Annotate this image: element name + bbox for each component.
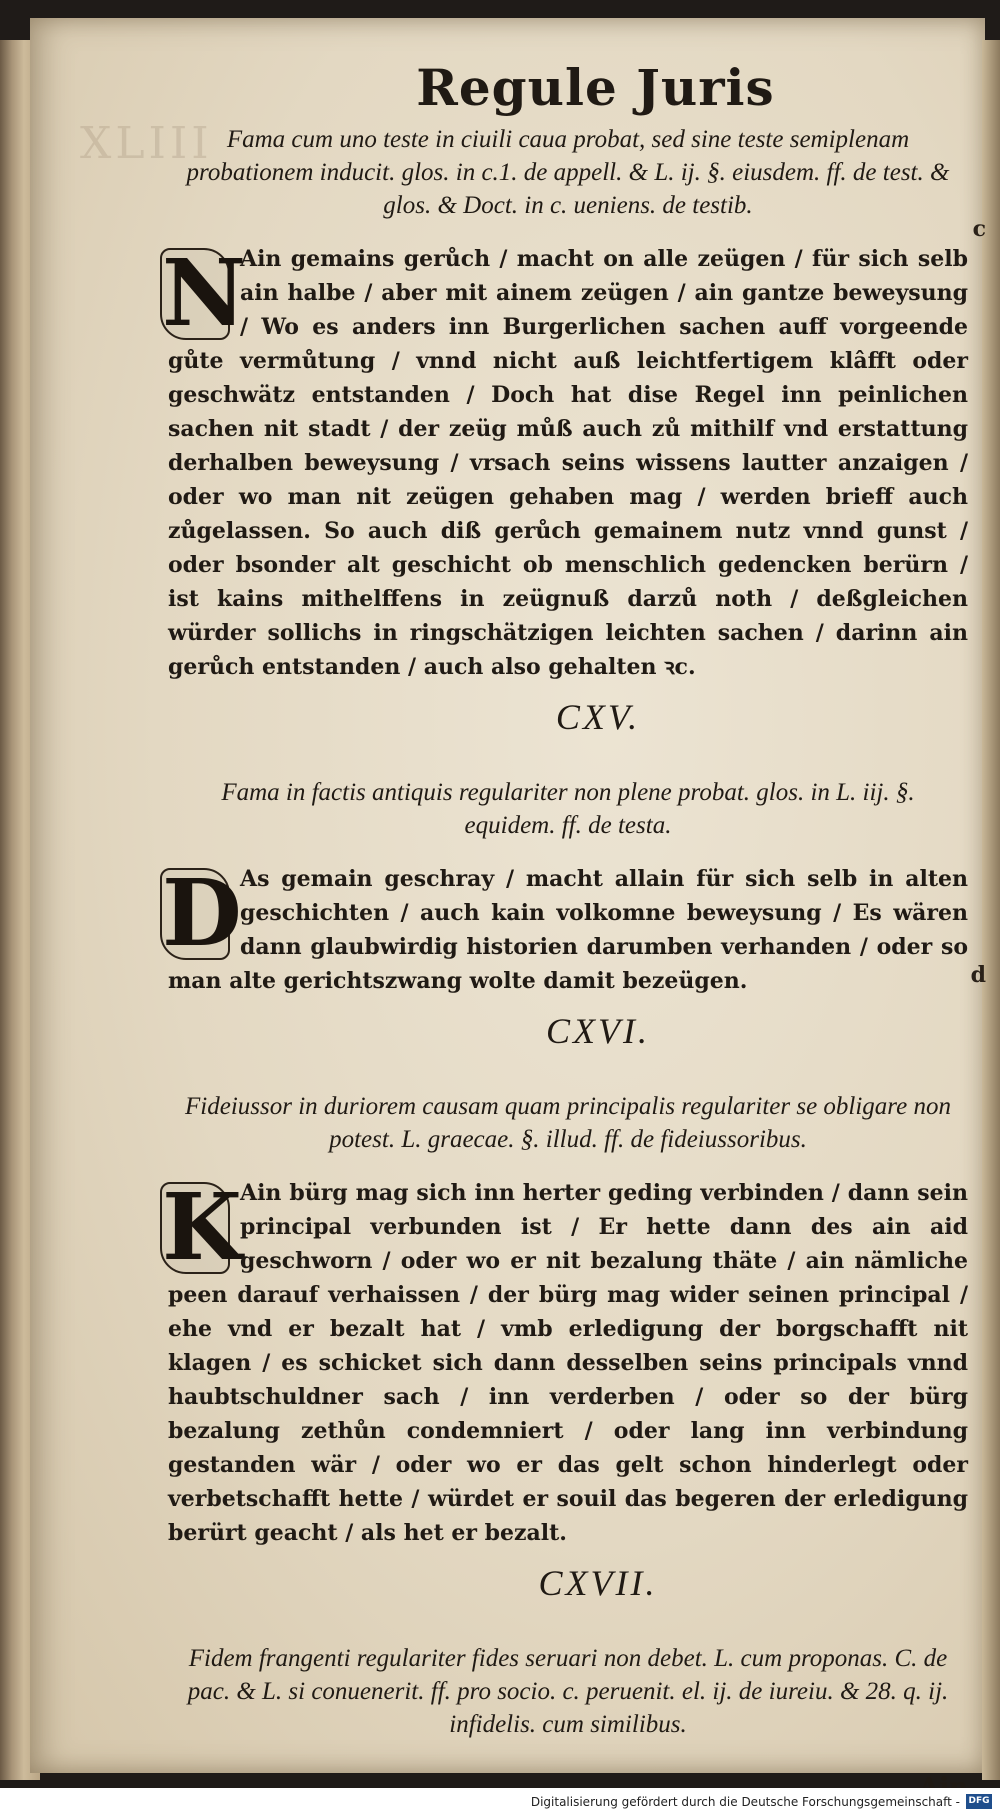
paragraph-text: Ain bürg mag sich inn herter geding verbinden / dann sein principal verbunden ist / Er hette dann des ain aid geschworn / oder wo er nit bezalung thäte / ain nämliche peen darauf verhaissen / der bürg mag wider seinen principal / ehe vnd er bezalt hat / vmb erledigung der borgschafft nit klagen / es schicket sich dann desselben seins principals vnnd haubtschuldner sach / inn verderben / oder so der bürg bezalung zethůn condemniert / oder lang inn verbindung gestanden wär / oder wo er das gelt schon hinderlegt oder verbetschafft hette / würdet er souil das begeren der erledigung berürt geacht / als het er bezalt.: [168, 1180, 968, 1546]
section-numeral: CXVII.: [538, 1563, 658, 1603]
footer-credit: Digitalisierung gefördert durch die Deutsche Forschungsgemeinschaft -: [530, 1795, 960, 1809]
paragraph-text: Ain gemains gerůch / macht on alle zeügen / für sich selb ain halbe / aber mit ainem zeügen / ain gantze beweysung / Wo es anders inn Burgerlichen sachen auff vorgeende gůte vermůtung / vnnd nicht auß leichtfertigem klâfft oder geschwätz entstanden / Doch hat dise Regel inn peinlichen sachen nit stadt / der zeüg můß auch zů mithilf vnd erstattung derhalben beweysung / vrsach seins wissens lautter anzaigen / oder wo man nit zeügen gehaben mag / werden brieff auch zůgelassen. So auch diß gerůch gemainem nutz vnnd gunst / oder bsonder alt geschicht ob menschlich gedencken berürn / ist kains mithelffens in zeügnuß darzů noth / deßgleichen würder sollichs in ringschätzigen leichten sachen / darinn ain gerůch entstanden / auch also gehalten ꝛc.: [168, 246, 968, 680]
latin-rule: Fama cum uno teste in ciuili caua probat, sed sine teste semiplenam probationem inducit. glos. in c.1. de appell. & L. ij. §. eiusdem. ff. de test. & glos. & Doct. in c. ueniens. de testib.: [186, 126, 950, 219]
footer-bar: [0, 1788, 1000, 1814]
decorated-initial: D: [162, 859, 242, 967]
german-paragraph: [162, 859, 986, 998]
german-paragraph: [162, 1173, 968, 1550]
page-right-edge: [982, 40, 1000, 1780]
decorated-initial: N: [162, 239, 247, 347]
dfg-logo-icon: DFG: [966, 1794, 992, 1809]
decorated-initial: K: [162, 1173, 242, 1281]
paragraph-text: As gemain geschray / macht allain für sich selb in alten geschichten / auch kain volkomne beweysung / Es wären dann glaubwirdig historien darumben verhanden / oder so man alte gerichtszwang wolte damit bezeügen.: [168, 866, 968, 994]
latin-rule: Fama in factis antiquis regulariter non plene probat. glos. in L. iij. §. equidem. ff. de testa.: [221, 779, 915, 839]
running-title: Regule Juris: [416, 58, 775, 117]
latin-rule: Fidem frangenti regulariter fides seruari non debet. L. cum proponas. C. de pac. & L. si conuenerit. ff. pro socio. c. peruenit. el. ij. de iureiu. & 28. q. ij. infidelis. cum similibus.: [187, 1645, 949, 1738]
section-numeral: CXVI.: [546, 1011, 650, 1051]
margin-letter: c: [972, 216, 986, 242]
german-paragraph: [162, 216, 986, 684]
margin-letter: d: [970, 962, 986, 988]
section-numeral: CXV.: [555, 697, 641, 737]
bleed-through-text: XLIII: [80, 118, 213, 169]
latin-rule: Fideiussor in duriorem causam quam principalis regulariter se obligare non potest. L. graecae. §. illud. ff. de fideiussoribus.: [185, 1093, 951, 1153]
